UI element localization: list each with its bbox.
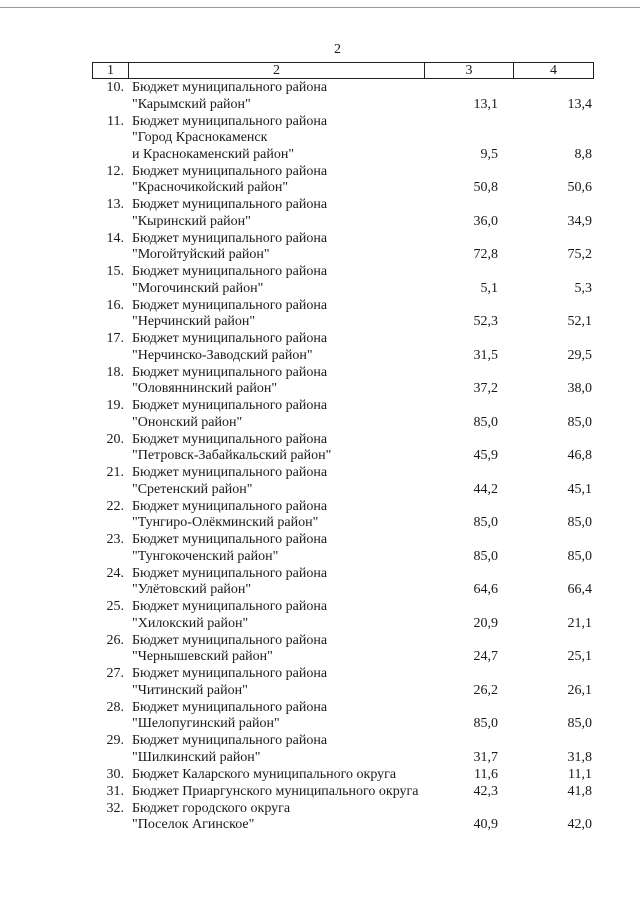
row-number: 16. — [106, 297, 124, 313]
budget-name — [132, 231, 432, 264]
budget-name-line: "Могойтуйский район" — [132, 247, 270, 262]
value-col-3: 5,1 — [480, 280, 498, 296]
value-col-3: 36,0 — [473, 213, 498, 229]
table-row — [92, 264, 594, 297]
value-col-3: 42,3 — [473, 783, 498, 799]
table-row — [92, 164, 594, 197]
table-row — [92, 432, 594, 465]
row-number: 20. — [106, 431, 124, 447]
budget-name-line: "Карымский район" — [132, 96, 251, 112]
row-number: 10. — [106, 80, 124, 95]
row-number: 32. — [106, 800, 124, 816]
budget-name-line: "Петровск-Забайкальский район" — [132, 448, 332, 463]
row-number: 15. — [106, 264, 124, 279]
value-col-4: 13,4 — [567, 96, 592, 112]
table-row — [92, 499, 594, 532]
page-number: 2 — [334, 42, 341, 57]
table-row — [92, 700, 594, 733]
table-row — [92, 599, 594, 632]
value-col-4: 21,1 — [567, 615, 592, 631]
table-row — [92, 767, 594, 784]
budget-name-line: Бюджет муниципального района — [132, 733, 328, 748]
budget-name-line: Бюджет муниципального района — [132, 197, 328, 212]
value-col-3: 9,5 — [480, 146, 498, 162]
header-col-1: 1 — [107, 63, 114, 78]
budget-name — [132, 499, 432, 532]
budget-name — [132, 666, 432, 699]
budget-name — [132, 264, 432, 297]
table-row — [92, 298, 594, 331]
table-row — [92, 365, 594, 398]
table-row — [92, 231, 594, 264]
budget-name-line: Бюджет муниципального района — [132, 264, 328, 279]
value-col-4: 52,1 — [567, 314, 592, 329]
value-col-3: 72,8 — [473, 247, 498, 262]
table-row — [92, 633, 594, 666]
row-number: 24. — [106, 565, 124, 581]
row-number: 11. — [107, 113, 124, 129]
budget-name-line: "Читинский район" — [132, 682, 248, 698]
table-header — [92, 62, 594, 79]
budget-name-line: Бюджет муниципального района — [132, 230, 328, 246]
value-col-3: 31,7 — [473, 749, 498, 765]
budget-name-line: Бюджет муниципального района — [132, 632, 328, 648]
budget-name-line: "Шелопугинский район" — [132, 716, 280, 731]
value-col-4: 25,1 — [567, 649, 592, 664]
value-col-4: 85,0 — [567, 548, 592, 564]
budget-name-line: "Тунгиро-Олёкминский район" — [132, 515, 319, 530]
row-number: 31. — [106, 783, 124, 799]
budget-name — [132, 633, 432, 666]
budget-name-line: "Оловяннинский район" — [132, 381, 278, 396]
value-col-4: 31,8 — [567, 749, 592, 765]
budget-name-line: Бюджет муниципального района — [132, 565, 328, 581]
value-col-4: 66,4 — [567, 582, 592, 597]
budget-name-line: Бюджет городского округа — [132, 800, 291, 816]
budget-name-line: "Город Краснокаменск — [132, 130, 268, 145]
value-col-3: 24,7 — [473, 649, 498, 664]
budget-name — [132, 532, 432, 565]
value-col-4: 34,9 — [567, 213, 592, 229]
budget-name-line: "Хилокский район" — [132, 615, 249, 631]
budget-name — [132, 767, 432, 784]
budget-name-line: Бюджет муниципального района — [132, 398, 328, 413]
table-row — [92, 733, 594, 766]
value-col-4: 5,3 — [574, 280, 592, 296]
budget-name-line: Бюджет муниципального района — [132, 498, 328, 514]
row-number: 17. — [106, 331, 124, 346]
value-col-3: 85,0 — [473, 515, 498, 530]
value-col-3: 85,0 — [473, 548, 498, 564]
row-number: 18. — [106, 364, 124, 380]
budget-name-line: Бюджет Приаргунского муниципального округа — [132, 783, 419, 799]
value-col-3: 13,1 — [473, 96, 498, 112]
value-col-4: 29,5 — [567, 347, 592, 363]
value-col-3: 50,8 — [473, 180, 498, 195]
row-number: 23. — [106, 532, 124, 547]
table-row — [92, 465, 594, 498]
row-number: 14. — [106, 230, 124, 246]
budget-name-line: Бюджет муниципального района — [132, 80, 328, 95]
budget-name-line: Бюджет муниципального района — [132, 163, 328, 179]
value-col-3: 45,9 — [473, 448, 498, 463]
budget-name — [132, 365, 432, 398]
row-number: 19. — [106, 398, 124, 413]
row-number: 21. — [106, 465, 124, 480]
budget-name-line: "Улётовский район" — [132, 582, 252, 597]
budget-name-line: Бюджет муниципального района — [132, 331, 328, 346]
value-col-4: 85,0 — [567, 716, 592, 731]
row-number: 29. — [106, 733, 124, 748]
budget-name-line: "Тунгокоченский район" — [132, 548, 279, 564]
budget-name — [132, 164, 432, 197]
table-body — [92, 80, 594, 834]
row-number: 25. — [106, 599, 124, 614]
budget-name-line: "Нерчинский район" — [132, 314, 256, 329]
table-row — [92, 666, 594, 699]
table-row — [92, 398, 594, 431]
row-number: 30. — [106, 766, 124, 782]
value-col-3: 37,2 — [473, 381, 498, 396]
budget-name — [132, 80, 432, 113]
header-col-3: 3 — [424, 63, 513, 78]
header-col-4: 4 — [513, 63, 593, 78]
value-col-4: 85,0 — [567, 414, 592, 430]
budget-name-line: "Чернышевский район" — [132, 649, 273, 664]
budget-name-line: и Краснокаменский район" — [132, 146, 295, 162]
value-col-3: 11,6 — [474, 766, 498, 782]
table-row — [92, 80, 594, 113]
budget-name-line: Бюджет муниципального района — [132, 297, 328, 313]
budget-name-line: Бюджет муниципального района — [132, 465, 328, 480]
budget-name — [132, 700, 432, 733]
budget-name-line: "Сретенский район" — [132, 481, 253, 497]
budget-name-line: Бюджет Каларского муниципального округа — [132, 766, 397, 782]
value-col-3: 44,2 — [473, 481, 498, 497]
budget-name-line: "Красночикойский район" — [132, 180, 289, 195]
table-row — [92, 532, 594, 565]
budget-name — [132, 801, 432, 834]
budget-name — [132, 599, 432, 632]
value-col-4: 8,8 — [574, 146, 592, 162]
table-row — [92, 197, 594, 230]
budget-name-line: Бюджет муниципального района — [132, 599, 328, 614]
table-row — [92, 331, 594, 364]
row-number: 12. — [106, 163, 124, 179]
budget-name — [132, 398, 432, 431]
value-col-3: 40,9 — [473, 817, 498, 832]
row-number: 22. — [106, 498, 124, 514]
budget-name — [132, 298, 432, 331]
value-col-3: 26,2 — [473, 682, 498, 698]
table-row — [92, 566, 594, 599]
value-col-4: 26,1 — [567, 682, 592, 698]
value-col-3: 85,0 — [473, 716, 498, 731]
value-col-3: 31,5 — [473, 347, 498, 363]
budget-name — [132, 197, 432, 230]
value-col-4: 75,2 — [567, 247, 592, 262]
budget-name-line: Бюджет муниципального района — [132, 364, 328, 380]
budget-name-line: "Поселок Агинское" — [132, 817, 255, 832]
budget-name-line: "Могочинский район" — [132, 280, 264, 296]
budget-name-line: Бюджет муниципального района — [132, 113, 328, 129]
top-rule — [0, 7, 640, 8]
budget-name — [132, 432, 432, 465]
budget-name — [132, 566, 432, 599]
table-row — [92, 114, 594, 164]
budget-name-line: Бюджет муниципального района — [132, 699, 328, 715]
budget-name — [132, 784, 432, 801]
budget-name — [132, 114, 432, 164]
value-col-4: 11,1 — [568, 766, 592, 782]
budget-name-line: "Кыринский район" — [132, 213, 251, 229]
row-number: 27. — [106, 666, 124, 681]
budget-name-line: Бюджет муниципального района — [132, 431, 328, 447]
value-col-4: 45,1 — [567, 481, 592, 497]
table-row — [92, 784, 594, 801]
value-col-3: 20,9 — [473, 615, 498, 631]
budget-name — [132, 465, 432, 498]
value-col-4: 42,0 — [567, 817, 592, 832]
value-col-4: 38,0 — [567, 381, 592, 396]
row-number: 13. — [106, 197, 124, 212]
value-col-3: 52,3 — [473, 314, 498, 329]
value-col-4: 41,8 — [567, 783, 592, 799]
value-col-4: 85,0 — [567, 515, 592, 530]
budget-name-line: "Ононский район" — [132, 414, 243, 430]
budget-name-line: Бюджет муниципального района — [132, 532, 328, 547]
budget-name-line: "Нерчинско-Заводский район" — [132, 347, 313, 363]
header-col-2: 2 — [128, 63, 424, 78]
value-col-4: 50,6 — [567, 180, 592, 195]
row-number: 26. — [106, 632, 124, 648]
value-col-3: 85,0 — [473, 414, 498, 430]
value-col-3: 64,6 — [473, 582, 498, 597]
budget-name — [132, 331, 432, 364]
budget-name-line: Бюджет муниципального района — [132, 666, 328, 681]
budget-name-line: "Шилкинский район" — [132, 749, 261, 765]
row-number: 28. — [106, 699, 124, 715]
table-row — [92, 801, 594, 834]
budget-name — [132, 733, 432, 766]
value-col-4: 46,8 — [567, 448, 592, 463]
